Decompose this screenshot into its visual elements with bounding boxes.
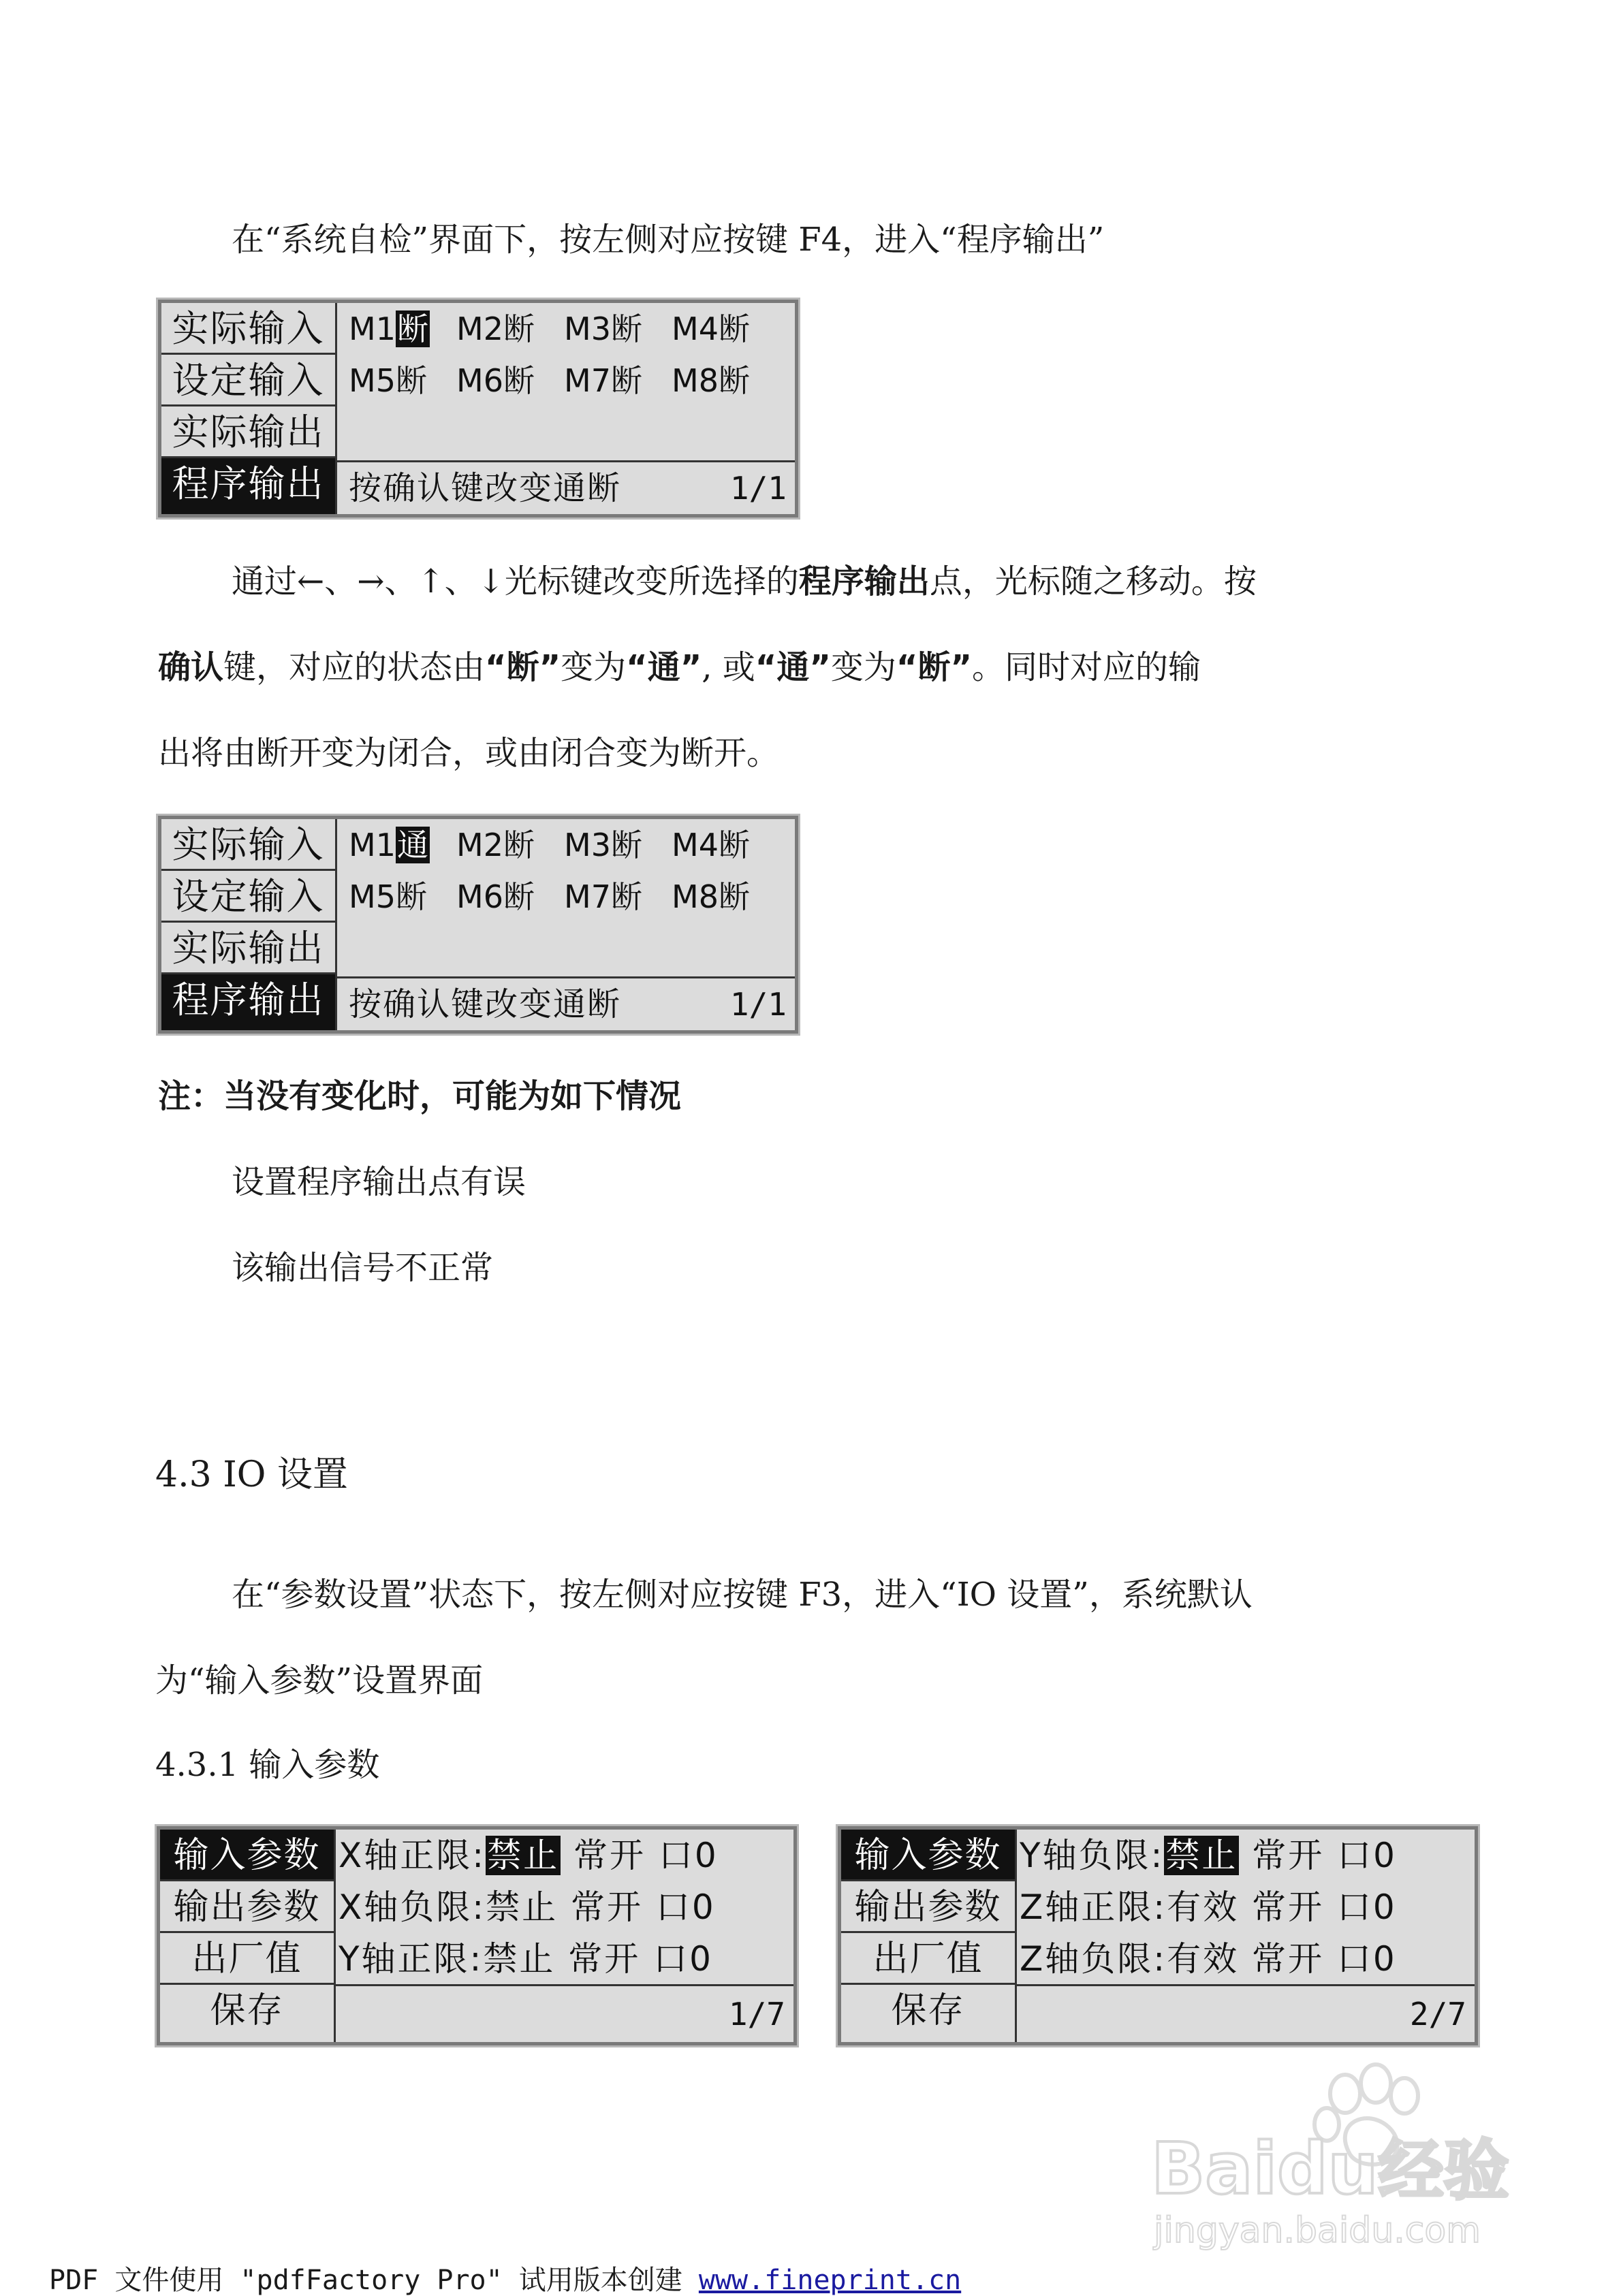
para2-line1: 通过←、→、↑、↓光标键改变所选择的程序输出点，光标随之移动。按	[232, 562, 1257, 601]
page-indicator: 1/7	[728, 1996, 785, 2032]
io-paragraph-line1: 在“参数设置”状态下，按左侧对应按键 F3，进入“IO 设置”，系统默认	[232, 1576, 1253, 1614]
param-row-2[interactable]: Z轴正限:有效 常开 口0	[1020, 1887, 1397, 1927]
watermark-brand: Baidu经验	[1151, 2127, 1509, 2210]
lcd-panel-input-params-1	[157, 1826, 797, 2045]
output-m3[interactable]: M3断	[564, 310, 642, 347]
cursor-value: 禁止	[1165, 1836, 1238, 1875]
output-m1[interactable]: M1通	[349, 827, 428, 863]
note-item-2: 该输出信号不正常	[232, 1249, 494, 1287]
output-m4[interactable]: M4断	[672, 827, 750, 863]
menu-item-program-output[interactable]: 程序输出	[161, 974, 335, 1030]
intro-paragraph: 在“系统自检”界面下，按左侧对应按键 F4，进入“程序输出”	[232, 221, 1105, 259]
cursor-value: 禁止	[487, 1836, 560, 1875]
menu-item-program-output[interactable]: 程序输出	[161, 458, 335, 514]
lcd-panel-program-output-2	[158, 816, 798, 1034]
menu-item-actual-input[interactable]: 实际输入	[161, 303, 335, 355]
output-m5[interactable]: M5断	[349, 878, 427, 915]
output-row-2	[349, 871, 779, 923]
menu-item-actual-output[interactable]: 实际输出	[161, 923, 335, 974]
output-m4[interactable]: M4断	[672, 310, 750, 347]
lcd-panel-program-output-1	[158, 300, 798, 517]
output-m7[interactable]: M7断	[564, 362, 642, 399]
param-row-3[interactable]: Y轴正限:禁止 常开 口0	[339, 1939, 713, 1979]
pdf-footer: PDF 文件使用 "pdfFactory Pro" 试用版本创建 www.fineprint.cn	[49, 2265, 962, 2296]
menu-item-save[interactable]: 保存	[891, 1990, 965, 2031]
menu-item-output-params[interactable]: 输出参数	[841, 1881, 1015, 1933]
output-m2[interactable]: M2断	[456, 827, 535, 863]
output-m6[interactable]: M6断	[456, 362, 535, 399]
page-indicator: 1/1	[729, 470, 787, 507]
cursor-state: 通	[396, 827, 428, 863]
output-m7[interactable]: M7断	[564, 878, 642, 915]
output-m3[interactable]: M3断	[564, 827, 642, 863]
lcd-panel-input-params-2	[838, 1826, 1478, 2045]
menu-item-output-params[interactable]: 输出参数	[160, 1881, 334, 1933]
param-row-2[interactable]: X轴负限:禁止 常开 口0	[339, 1887, 716, 1927]
page-indicator: 1/1	[729, 986, 787, 1023]
status-line	[335, 460, 795, 514]
menu-item-input-params[interactable]: 输入参数	[160, 1830, 334, 1881]
output-m5[interactable]: M5断	[349, 362, 427, 399]
sub-heading: 4.3.1 输入参数	[155, 1746, 380, 1784]
baidu-watermark	[1151, 2056, 1532, 2254]
output-row-2	[349, 355, 779, 406]
param-row-1[interactable]: X轴正限:禁止 常开 口0	[339, 1836, 719, 1875]
io-paragraph-line2: 为“输入参数”设置界面	[155, 1661, 484, 1700]
menu-item-actual-input[interactable]: 实际输入	[161, 819, 335, 871]
section-heading: 4.3 IO 设置	[155, 1454, 348, 1495]
param-row-1[interactable]: Y轴负限:禁止 常开 口0	[1020, 1836, 1397, 1875]
status-line	[1015, 1984, 1475, 2042]
menu-item-factory-default[interactable]: 出厂值	[160, 1933, 334, 1985]
menu-item-factory-default[interactable]: 出厂值	[841, 1933, 1015, 1985]
output-m8[interactable]: M8断	[672, 878, 750, 915]
menu-item-set-input[interactable]: 设定输入	[161, 871, 335, 923]
output-m1[interactable]: M1断	[349, 310, 428, 347]
menu-item-input-params[interactable]: 输入参数	[841, 1830, 1015, 1881]
fineprint-link[interactable]: www.fineprint.cn	[698, 2265, 962, 2296]
menu-item-save[interactable]: 保存	[210, 1990, 284, 2031]
menu-item-set-input[interactable]: 设定输入	[161, 355, 335, 406]
page-indicator: 2/7	[1409, 1996, 1466, 2032]
lcd-menu	[841, 1830, 1017, 2042]
output-row-1	[349, 303, 779, 355]
lcd-menu	[160, 1830, 336, 2042]
output-m8[interactable]: M8断	[672, 362, 750, 399]
menu-item-actual-output[interactable]: 实际输出	[161, 406, 335, 458]
status-line	[334, 1984, 793, 2042]
note-title: 注：当没有变化时，可能为如下情况	[158, 1077, 682, 1115]
output-row-1	[349, 819, 779, 871]
status-line	[335, 976, 795, 1030]
cursor-state: 断	[396, 310, 428, 347]
param-row-3[interactable]: Z轴负限:有效 常开 口0	[1020, 1939, 1397, 1979]
output-m6[interactable]: M6断	[456, 878, 535, 915]
note-item-1: 设置程序输出点有误	[232, 1163, 526, 1201]
hint-text: 按确认键改变通断	[349, 469, 622, 507]
output-m2[interactable]: M2断	[456, 310, 535, 347]
lcd-menu	[161, 303, 337, 514]
watermark-url: jingyan.baidu.com	[1154, 2210, 1481, 2251]
para2-line2: 确认键，对应的状态由“断”变为“通”, 或“通”变为“断”。同时对应的输	[158, 648, 1201, 686]
para2-line3: 出将由断开变为闭合，或由闭合变为断开。	[158, 734, 780, 772]
hint-text: 按确认键改变通断	[349, 985, 622, 1023]
lcd-menu	[161, 819, 337, 1030]
